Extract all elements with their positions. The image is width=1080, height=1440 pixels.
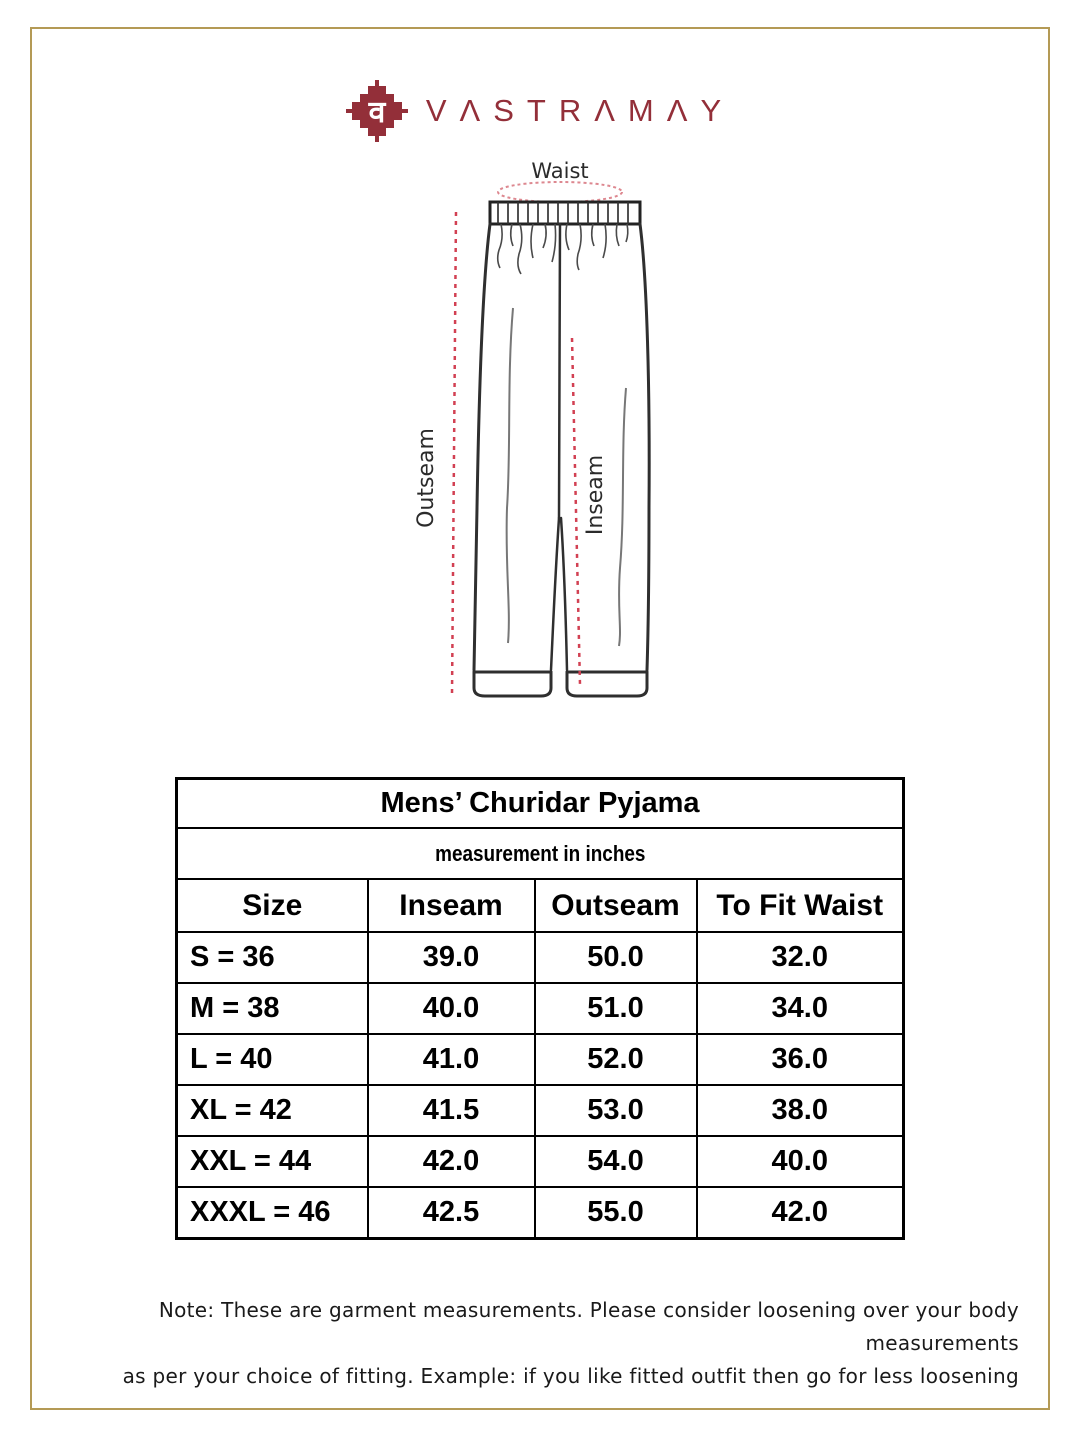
column-header-size: Size: [177, 879, 368, 932]
note-line-2: as per your choice of fitting. Example: if you like fitted outfit then go for less loosening: [122, 1364, 1019, 1388]
table-title: Mens’ Churidar Pyjama: [177, 779, 904, 829]
waist-label: Waist: [531, 159, 589, 183]
size-cell: S = 36: [177, 932, 368, 983]
table-row: [177, 1034, 904, 1085]
column-header-waist: To Fit Waist: [697, 879, 904, 932]
outseam-cell: 51.0: [535, 983, 697, 1034]
size-cell: XXXL = 46: [177, 1187, 368, 1239]
outseam-cell: 50.0: [535, 932, 697, 983]
pyjama-measurement-diagram: [395, 148, 685, 708]
size-cell: M = 38: [177, 983, 368, 1034]
outseam-cell: 53.0: [535, 1085, 697, 1136]
table-row: [177, 1136, 904, 1187]
size-chart-table: [175, 777, 905, 1240]
size-cell: XXL = 44: [177, 1136, 368, 1187]
brand-header: [0, 80, 1080, 142]
waistband: [490, 202, 640, 224]
waist-cell: 36.0: [697, 1034, 904, 1085]
outseam-cell: 55.0: [535, 1187, 697, 1239]
outseam-measure-line: [452, 212, 456, 695]
inseam-cell: 42.0: [368, 1136, 535, 1187]
inseam-cell: 41.0: [368, 1034, 535, 1085]
table-subtitle: [177, 828, 904, 879]
waist-ellipse: [498, 182, 622, 202]
outseam-cell: 52.0: [535, 1034, 697, 1085]
measurement-note: [50, 1294, 1019, 1393]
drawstrings: [498, 224, 628, 274]
size-cell: L = 40: [177, 1034, 368, 1085]
inseam-label: Inseam: [583, 454, 608, 536]
outseam-label: Outseam: [414, 428, 439, 528]
table-subtitle-text: measurement in inches: [434, 840, 646, 866]
inseam-cell: 39.0: [368, 932, 535, 983]
waist-cell: 40.0: [697, 1136, 904, 1187]
logo-devanagari-glyph: व: [368, 95, 386, 130]
outseam-cell: 54.0: [535, 1136, 697, 1187]
table-row: [177, 983, 904, 1034]
vastramay-logo-icon: [346, 80, 408, 142]
waist-cell: 42.0: [697, 1187, 904, 1239]
waist-cell: 34.0: [697, 983, 904, 1034]
waist-cell: 38.0: [697, 1085, 904, 1136]
column-header-outseam: Outseam: [535, 879, 697, 932]
inseam-cell: 41.5: [368, 1085, 535, 1136]
inseam-measure-line: [572, 338, 580, 685]
column-header-inseam: Inseam: [368, 879, 535, 932]
brand-wordmark: VΛSTRΛMΛY: [425, 93, 735, 128]
note-line-1: Note: These are garment measurements. Please consider loosening over your body measurements: [158, 1298, 1019, 1355]
inseam-cell: 42.5: [368, 1187, 535, 1239]
size-cell: XL = 42: [177, 1085, 368, 1136]
table-row: [177, 1187, 904, 1239]
fabric-creases: [507, 308, 626, 646]
table-row: [177, 1085, 904, 1136]
waist-cell: 32.0: [697, 932, 904, 983]
table-row: [177, 932, 904, 983]
inseam-cell: 40.0: [368, 983, 535, 1034]
